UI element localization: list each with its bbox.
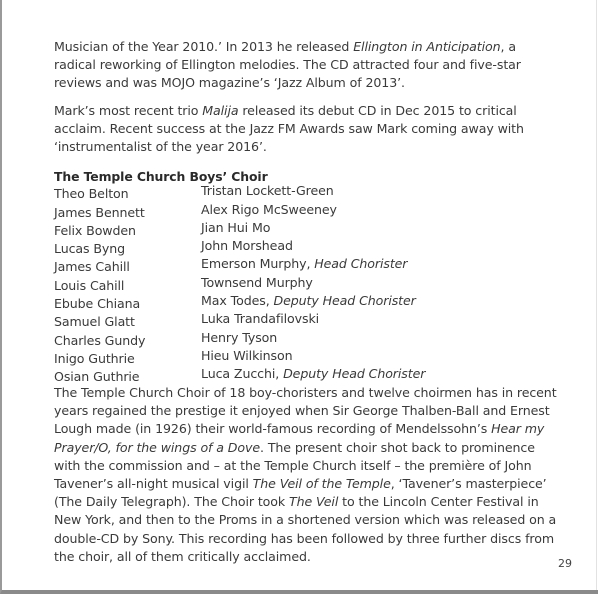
body-text: released its debut CD in Dec 2015 to critical acclaim. Recent success at the Jazz FM Awards saw Mark coming away with ‘instrumentalist of the year 2016’.	[54, 102, 524, 155]
chorister-name-text: Emerson Murphy,	[201, 256, 315, 272]
chorister-name	[201, 329, 425, 347]
chorister-name	[201, 255, 425, 273]
paragraph-temple-choir	[54, 384, 564, 566]
chorister-name: Theo Belton	[54, 186, 129, 202]
chorister-name: Osian Guthrie	[54, 369, 140, 385]
chorister-name	[201, 274, 425, 292]
chorister-name-text: Hieu Wilkinson	[201, 347, 293, 363]
chorister-name	[201, 182, 425, 200]
page-number: 29	[558, 557, 572, 570]
body-text: to the Lincoln Center Festival in New York, and then to the Proms in a shortened version which was released on a double-CD by Sony. This recording has been followed by three further discs from the choir, all of them critically acclaimed.	[54, 494, 557, 564]
chorister-name-text: Luca Zucchi,	[201, 366, 284, 382]
page-content	[54, 38, 554, 395]
chorister-name	[201, 310, 425, 328]
chorister-name-text: Tristan Lockett-Green	[201, 183, 334, 199]
chorister-role: Deputy Head Chorister	[283, 366, 426, 382]
chorister-name	[201, 219, 425, 237]
chorister-name-text: Jian Hui Mo	[201, 219, 271, 235]
chorister-name-text: Alex Rigo McSweeney	[201, 201, 337, 217]
roster-right-column	[201, 182, 425, 386]
chorister-name: Charles Gundy	[54, 332, 146, 348]
body-text: Mark’s most recent trio	[54, 102, 203, 118]
chorister-name	[201, 292, 425, 310]
chorister-name	[201, 365, 425, 383]
body-text: . The present choir shot back to prominence with the commission and – at the Temple Church itself – the première of John Tavener’s all-night musical vigil	[54, 439, 535, 492]
chorister-name: James Cahill	[54, 259, 130, 275]
chorister-name-text: Luka Trandafilovski	[201, 311, 320, 327]
body-text: , a radical reworking of Ellington melodies. The CD attracted four and five-star reviews and was MOJO magazine’s ‘Jazz Album of 2013’.	[54, 39, 521, 91]
body-text: The Temple Church Choir of 18 boy-choristers and twelve choirmen has in recent years regained the prestige it enjoyed when Sir George Thalben-Ball and Ernest Lough made (in 1926) their world-famous recording of Mendelssohn’s	[54, 385, 557, 437]
choir-roster	[54, 185, 554, 386]
chorister-name	[201, 201, 425, 219]
chorister-name: Lucas Byng	[54, 241, 126, 257]
paragraph-malija	[54, 102, 554, 157]
italic-title-text: Ellington in Anticipation	[353, 39, 501, 54]
body-text: , ‘Tavener’s masterpiece’ (The Daily Telegraph). The Choir took	[54, 476, 547, 510]
chorister-name-text: Townsend Murphy	[201, 274, 313, 290]
body-text: Musician of the Year 2010.’ In 2013 he released	[54, 39, 354, 54]
choir-heading: The Temple Church Boys’ Choir	[54, 169, 268, 185]
chorister-name-text: Henry Tyson	[201, 329, 278, 345]
chorister-name	[201, 237, 425, 255]
chorister-name	[201, 347, 425, 365]
roster-left-column	[54, 185, 201, 386]
paragraph-ellington	[54, 38, 554, 93]
chorister-role: Deputy Head Chorister	[273, 293, 416, 308]
italic-title-text: Hear my Prayer/O, for the wings of a Dove	[54, 421, 545, 455]
chorister-name: Felix Bowden	[54, 222, 136, 238]
chorister-name: James Bennett	[54, 204, 145, 220]
italic-title-text: Malija	[202, 102, 239, 118]
chorister-name: Inigo Guthrie	[54, 350, 135, 366]
italic-title-text: The Veil	[288, 494, 339, 510]
chorister-name: Ebube Chiana	[54, 296, 141, 311]
chorister-name: Samuel Glatt	[54, 314, 135, 330]
chorister-name: Louis Cahill	[54, 277, 125, 293]
chorister-role: Head Chorister	[314, 256, 408, 272]
italic-title-text: The Veil of the Temple	[252, 476, 391, 492]
chorister-name-text: John Morshead	[201, 238, 293, 254]
chorister-name-text: Max Todes,	[201, 293, 274, 308]
